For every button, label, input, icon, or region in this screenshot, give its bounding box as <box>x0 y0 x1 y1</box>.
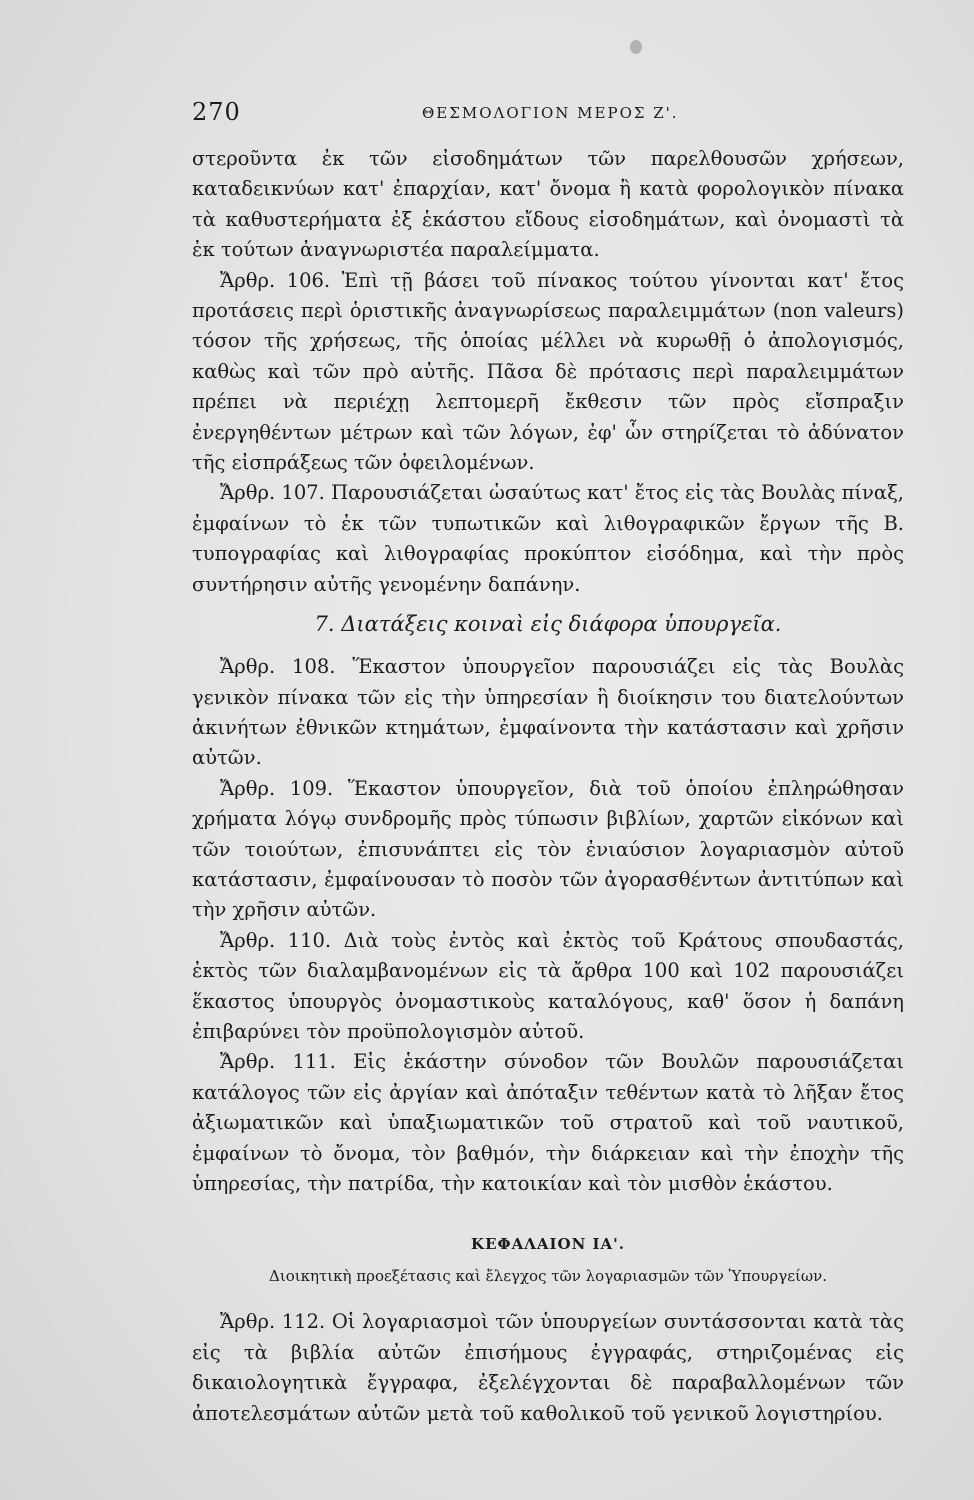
chapter-subtitle: Διοικητικὴ προεξέτασις καὶ ἔλεγχος τῶν λογαριασμῶν τῶν Ὑπουργείων. <box>269 1267 827 1286</box>
article-text: Διὰ τοὺς ἐντὸς καὶ ἐκτὸς τοῦ Κράτους σπουδαστάς, ἐκτὸς τῶν διαλαμβανομένων εἰς τὰ ἄρθρα 100 καὶ 102 παρουσιάζει ἕκαστος ὑπουργὸς ὀνομαστικοὺς καταλόγους, καθ' ὅσον ἡ δαπάνη ἐπιβαρύνει τὸν προϋπολογισμὸν αὐτοῦ. <box>192 928 904 1043</box>
article-number: Ἄρθρ. 108. <box>220 655 336 679</box>
article-text: Οἱ λογαριασμοὶ τῶν ὑπουργείων συντάσσονται κατὰ τὰς εἰς τὰ βιβλία αὐτῶν ἐπισήμους ἐγγραφάς, στηριζομένας εἰς δικαιολογητικὰ ἔγγραφα, ἐξελέγχονται δὲ παραβαλλομένων τῶν ἀποτελεσμάτων αὐτῶν μετὰ τοῦ καθολικοῦ τοῦ γενικοῦ λογιστηρίου. <box>192 1310 905 1425</box>
article-110 <box>192 926 904 1048</box>
article-109 <box>192 774 904 926</box>
article-number: Ἄρθρ. 107. <box>220 481 325 505</box>
article-text: Εἰς ἑκάστην σύνοδον τῶν Βουλῶν παρουσιάζεται κατάλογος τῶν εἰς ἀργίαν καὶ ἀπόταξιν τεθέντων κατὰ τὸ λῆξαν ἔτος ἀξιωματικῶν καὶ ὑπαξιωματικῶν τοῦ στρατοῦ καὶ τοῦ ναυτικοῦ, ἐμφαίνων τὸ ὄνομα, τὸν βαθμόν, τὴν διάρκειαν καὶ τὴν ἐποχὴν τῆς ὑπηρεσίας, τὴν πατρίδα, τὴν κατοικίαν καὶ τὸν μισθὸν ἑκάστου. <box>192 1050 904 1195</box>
article-text: Ἐπὶ τῇ βάσει τοῦ πίνακος τούτου γίνονται κατ' ἔτος προτάσεις περὶ ὁριστικῆς ἀναγνωρίσεως παραλειμμάτων (non valeurs) τόσον τῆς χρήσεως, τῆς ὁποίας μέλλει νὰ κυρωθῇ ὁ ἀπολογισμός, καθὼς καὶ τῶν πρὸ αὐτῆς. Πᾶσα δὲ πρότασις περὶ παραλειμμάτων πρέπει νὰ περιέχῃ λεπτομερῆ ἔκθεσιν τῶν πρὸς εἴσπραξιν ἐνεργηθέντων μέτρων καὶ τῶν λόγων, ἐφ' ὧν στηρίζεται τὸ ἀδύνατον τῆς εἰσπράξεως τῶν ὀφειλομένων. <box>192 268 905 475</box>
article-number: Ἄρθρ. 111. <box>220 1050 336 1074</box>
article-106 <box>192 266 904 479</box>
article-number: Ἄρθρ. 112. <box>220 1310 326 1334</box>
page-body <box>192 144 904 1429</box>
article-108 <box>192 652 904 774</box>
article-text: Ἕκαστον ὑπουργεῖον, διὰ τοῦ ὁποίου ἐπληρώθησαν χρήματα λόγῳ συνδρομῆς πρὸς τύπωσιν βιβλίων, χαρτῶν εἰκόνων καὶ τῶν τοιούτων, ἐπισυνάπτει εἰς τὸν ἐνιαύσιον λογαριασμὸν αὐτοῦ κατάστασιν, ἐμφαίνουσαν τὸ ποσὸν τῶν ἀγορασθέντων ἀντιτύπων καὶ τὴν χρῆσιν αὐτῶν. <box>192 776 904 922</box>
section-heading: 7. Διατάξεις κοιναὶ εἰς διάφορα ὑπουργεῖα. <box>314 612 782 637</box>
article-111 <box>192 1047 904 1199</box>
article-text: Παρουσιάζεται ὡσαύτως κατ' ἔτος εἰς τὰς Βουλὰς πίναξ, ἐμφαίνων τὸ ἐκ τῶν τυπωτικῶν καὶ λιθογραφικῶν ἔργων τῆς Β. τυπογραφίας καὶ λιθογραφίας προκύπτον εἰσόδημα, καὶ τὴν πρὸς συντήρησιν αὐτῆς γενομένην δαπάνην. <box>192 481 905 596</box>
article-107 <box>192 478 904 600</box>
page-number: 270 <box>192 98 241 126</box>
article-112 <box>192 1307 904 1429</box>
chapter-heading: ΚΕΦΑΛΑΙΟΝ ΙΑ'. <box>471 1235 625 1254</box>
running-head: ΘΕΣΜΟΛΟΓΙΟΝ ΜΕΡΟΣ Ζ'. <box>422 104 679 122</box>
article-number: Ἄρθρ. 110. <box>220 928 332 952</box>
continued-paragraph: στεροῦντα ἐκ τῶν εἰσοδημάτων τῶν παρελθουσῶν χρήσεων, καταδεικνύων κατ' ἐπαρχίαν, κατ' ὄνομα ἢ κατὰ φορολογικὸν πίνακα τὰ καθυστερήματα ἐξ ἑκάστου εἴδους εἰσοδημάτων, καὶ ὀνομαστὶ τὰ ἐκ τούτων ἀναγνωριστέα παραλείμματα. <box>192 147 904 262</box>
page-header <box>192 98 904 128</box>
article-number: Ἄρθρ. 106. <box>220 268 331 292</box>
article-number: Ἄρθρ. 109. <box>220 776 334 800</box>
article-text: Ἕκαστον ὑπουργεῖον παρουσιάζει εἰς τὰς Βουλὰς γενικὸν πίνακα τῶν εἰς τὴν ὑπηρεσίαν ἢ διοίκησιν του διατελούντων ἀκινήτων ἐθνικῶν κτημάτων, ἐμφαίνοντα τὴν κατάστασιν καὶ χρῆσιν αὐτῶν. <box>192 655 905 770</box>
ink-speck <box>630 40 642 54</box>
